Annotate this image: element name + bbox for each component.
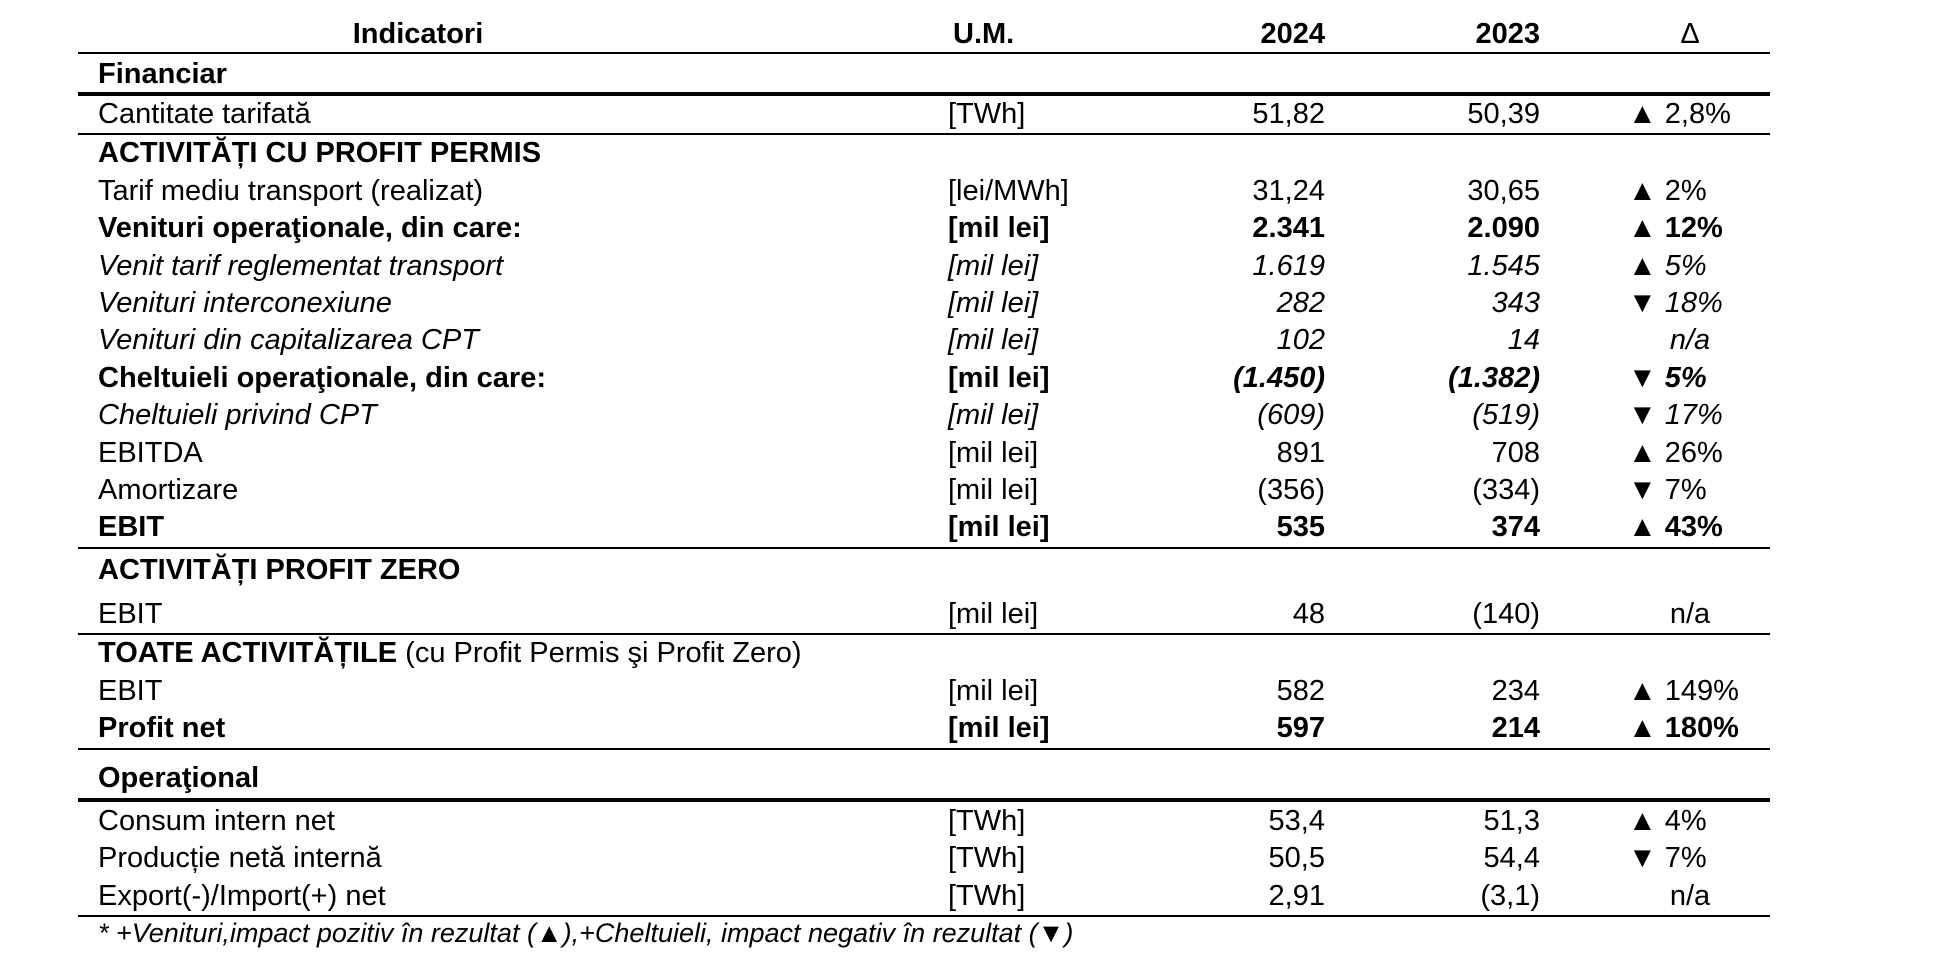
row-um: [TWh] (948, 805, 1026, 837)
row-um: [mil lei] (948, 474, 1039, 506)
header-2023: 2023 (1475, 18, 1540, 50)
row-2024: (609) (1257, 399, 1325, 431)
row-um: [mil lei] (948, 437, 1039, 469)
row-2023: 14 (1507, 324, 1540, 356)
row-delta: ▼ 17% (1628, 399, 1723, 431)
table-row (78, 596, 1770, 633)
section-toate (78, 635, 1770, 672)
row-2023: 374 (1491, 511, 1540, 543)
section-financiar (78, 56, 1770, 93)
row-2023: (334) (1472, 474, 1540, 506)
row-um: [mil lei] (948, 250, 1039, 282)
row-2024: 102 (1276, 324, 1325, 356)
row-name: Venit tarif reglementat transport (98, 250, 504, 282)
row-delta: ▲ 2% (1628, 175, 1707, 207)
row-delta: ▲ 2,8% (1628, 98, 1731, 130)
header-um: U.M. (953, 18, 1015, 50)
row-um: [mil lei] (948, 675, 1039, 707)
header-delta: Δ (1680, 18, 1700, 50)
row-name: EBIT (98, 675, 163, 707)
row-delta: ▼ 5% (1628, 362, 1707, 394)
row-delta: n/a (1669, 324, 1711, 356)
section-title: Financiar (98, 58, 227, 90)
row-um: [mil lei] (948, 324, 1039, 356)
table-row (78, 673, 1770, 710)
row-name: Tarif mediu transport (realizat) (98, 175, 484, 207)
row-um: [mil lei] (948, 598, 1039, 630)
row-um: [mil lei] (948, 511, 1050, 543)
row-2024: (1.450) (1233, 362, 1325, 394)
row-2023: 30,65 (1467, 175, 1540, 207)
row-2023: (1.382) (1448, 362, 1540, 394)
table-row (78, 360, 1770, 397)
divider (78, 547, 1770, 549)
table-row (78, 210, 1770, 247)
row-name: Cheltuieli operaţionale, din care: (98, 362, 546, 394)
row-2024: 535 (1276, 511, 1325, 543)
row-2023: (140) (1472, 598, 1540, 630)
divider (78, 52, 1770, 54)
row-delta: ▼ 18% (1628, 287, 1723, 319)
divider (78, 915, 1770, 917)
header-indicator: Indicatori (352, 18, 484, 50)
table-row (78, 803, 1770, 840)
table-row (78, 248, 1770, 285)
table-row (78, 710, 1770, 747)
row-name: EBIT (98, 511, 165, 543)
section-title (98, 635, 802, 672)
section-title-suffix: (cu Profit Permis şi Profit Zero) (397, 637, 802, 669)
row-name: Venituri din capitalizarea CPT (98, 324, 479, 356)
table-row (78, 96, 1770, 133)
row-delta: n/a (1669, 880, 1711, 912)
row-name: EBIT (98, 598, 163, 630)
row-2024: 48 (1292, 598, 1325, 630)
section-title-bold: TOATE ACTIVITĂȚILE (98, 637, 398, 669)
row-name: Export(-)/Import(+) net (98, 880, 386, 912)
row-2023: 51,3 (1483, 805, 1540, 837)
divider (78, 798, 1770, 802)
row-delta: ▲ 26% (1628, 437, 1723, 469)
row-2024: 1.619 (1252, 250, 1325, 282)
row-2023: (519) (1472, 399, 1540, 431)
row-2023: 54,4 (1483, 842, 1540, 874)
table-row (78, 878, 1770, 915)
row-name: Venituri operaţionale, din care: (98, 212, 522, 244)
row-um: [TWh] (948, 842, 1026, 874)
row-2024: 2.341 (1252, 212, 1325, 244)
row-2024: 597 (1276, 712, 1325, 744)
table-row (78, 840, 1770, 877)
row-um: [TWh] (948, 98, 1026, 130)
section-title: ACTIVITĂȚI PROFIT ZERO (98, 554, 461, 586)
row-um: [TWh] (948, 880, 1026, 912)
row-um: [mil lei] (948, 212, 1050, 244)
row-delta: ▼ 7% (1628, 842, 1707, 874)
row-2024: 891 (1276, 437, 1325, 469)
row-2023: (3,1) (1480, 880, 1540, 912)
row-2024: 2,91 (1268, 880, 1325, 912)
row-um: [mil lei] (948, 362, 1050, 394)
section-title: ACTIVITĂȚI CU PROFIT PERMIS (98, 137, 542, 169)
row-name: Venituri interconexiune (98, 287, 392, 319)
row-2024: 51,82 (1252, 98, 1325, 130)
row-2023: 708 (1491, 437, 1540, 469)
row-name: Cantitate tarifată (98, 98, 311, 130)
row-delta: ▲ 12% (1628, 212, 1723, 244)
row-name: Cheltuieli privind CPT (98, 399, 377, 431)
divider (78, 748, 1770, 750)
header-2024: 2024 (1260, 18, 1325, 50)
row-um: [mil lei] (948, 399, 1039, 431)
row-delta: ▲ 4% (1628, 805, 1707, 837)
table-row (78, 322, 1770, 359)
table-row (78, 472, 1770, 509)
row-2024: (356) (1257, 474, 1325, 506)
section-operational (78, 760, 1770, 797)
row-um: [lei/MWh] (948, 175, 1069, 207)
table-row (78, 509, 1770, 546)
row-2024: 50,5 (1268, 842, 1325, 874)
table-header (78, 16, 1770, 53)
row-name: Producție netă internă (98, 842, 382, 874)
row-name: EBITDA (98, 437, 203, 469)
row-2024: 31,24 (1252, 175, 1325, 207)
row-2024: 53,4 (1268, 805, 1325, 837)
row-2023: 2.090 (1467, 212, 1540, 244)
row-2024: 282 (1276, 287, 1325, 319)
section-profit-permis (78, 135, 1770, 172)
row-um: [mil lei] (948, 287, 1039, 319)
row-2023: 214 (1491, 712, 1540, 744)
table-row (78, 397, 1770, 434)
row-delta: ▲ 180% (1628, 712, 1739, 744)
section-profit-zero (78, 552, 1770, 589)
row-2023: 50,39 (1467, 98, 1540, 130)
table-row (78, 173, 1770, 210)
table-row (78, 285, 1770, 322)
row-delta: ▲ 43% (1628, 511, 1723, 543)
table-row (78, 435, 1770, 472)
row-delta: ▲ 5% (1628, 250, 1707, 282)
footnote: * +Venituri,impact pozitiv în rezultat (▲),+Cheltuieli, impact negativ în rezultat (▼) (98, 918, 1074, 948)
row-delta: n/a (1669, 598, 1711, 630)
row-name: Amortizare (98, 474, 239, 506)
row-2023: 1.545 (1467, 250, 1540, 282)
row-delta: ▼ 7% (1628, 474, 1707, 506)
row-um: [mil lei] (948, 712, 1050, 744)
row-name: Profit net (98, 712, 226, 744)
section-title: Operaţional (98, 762, 260, 794)
row-2023: 234 (1491, 675, 1540, 707)
row-delta: ▲ 149% (1628, 675, 1739, 707)
row-2024: 582 (1276, 675, 1325, 707)
row-name: Consum intern net (98, 805, 335, 837)
row-2023: 343 (1491, 287, 1540, 319)
